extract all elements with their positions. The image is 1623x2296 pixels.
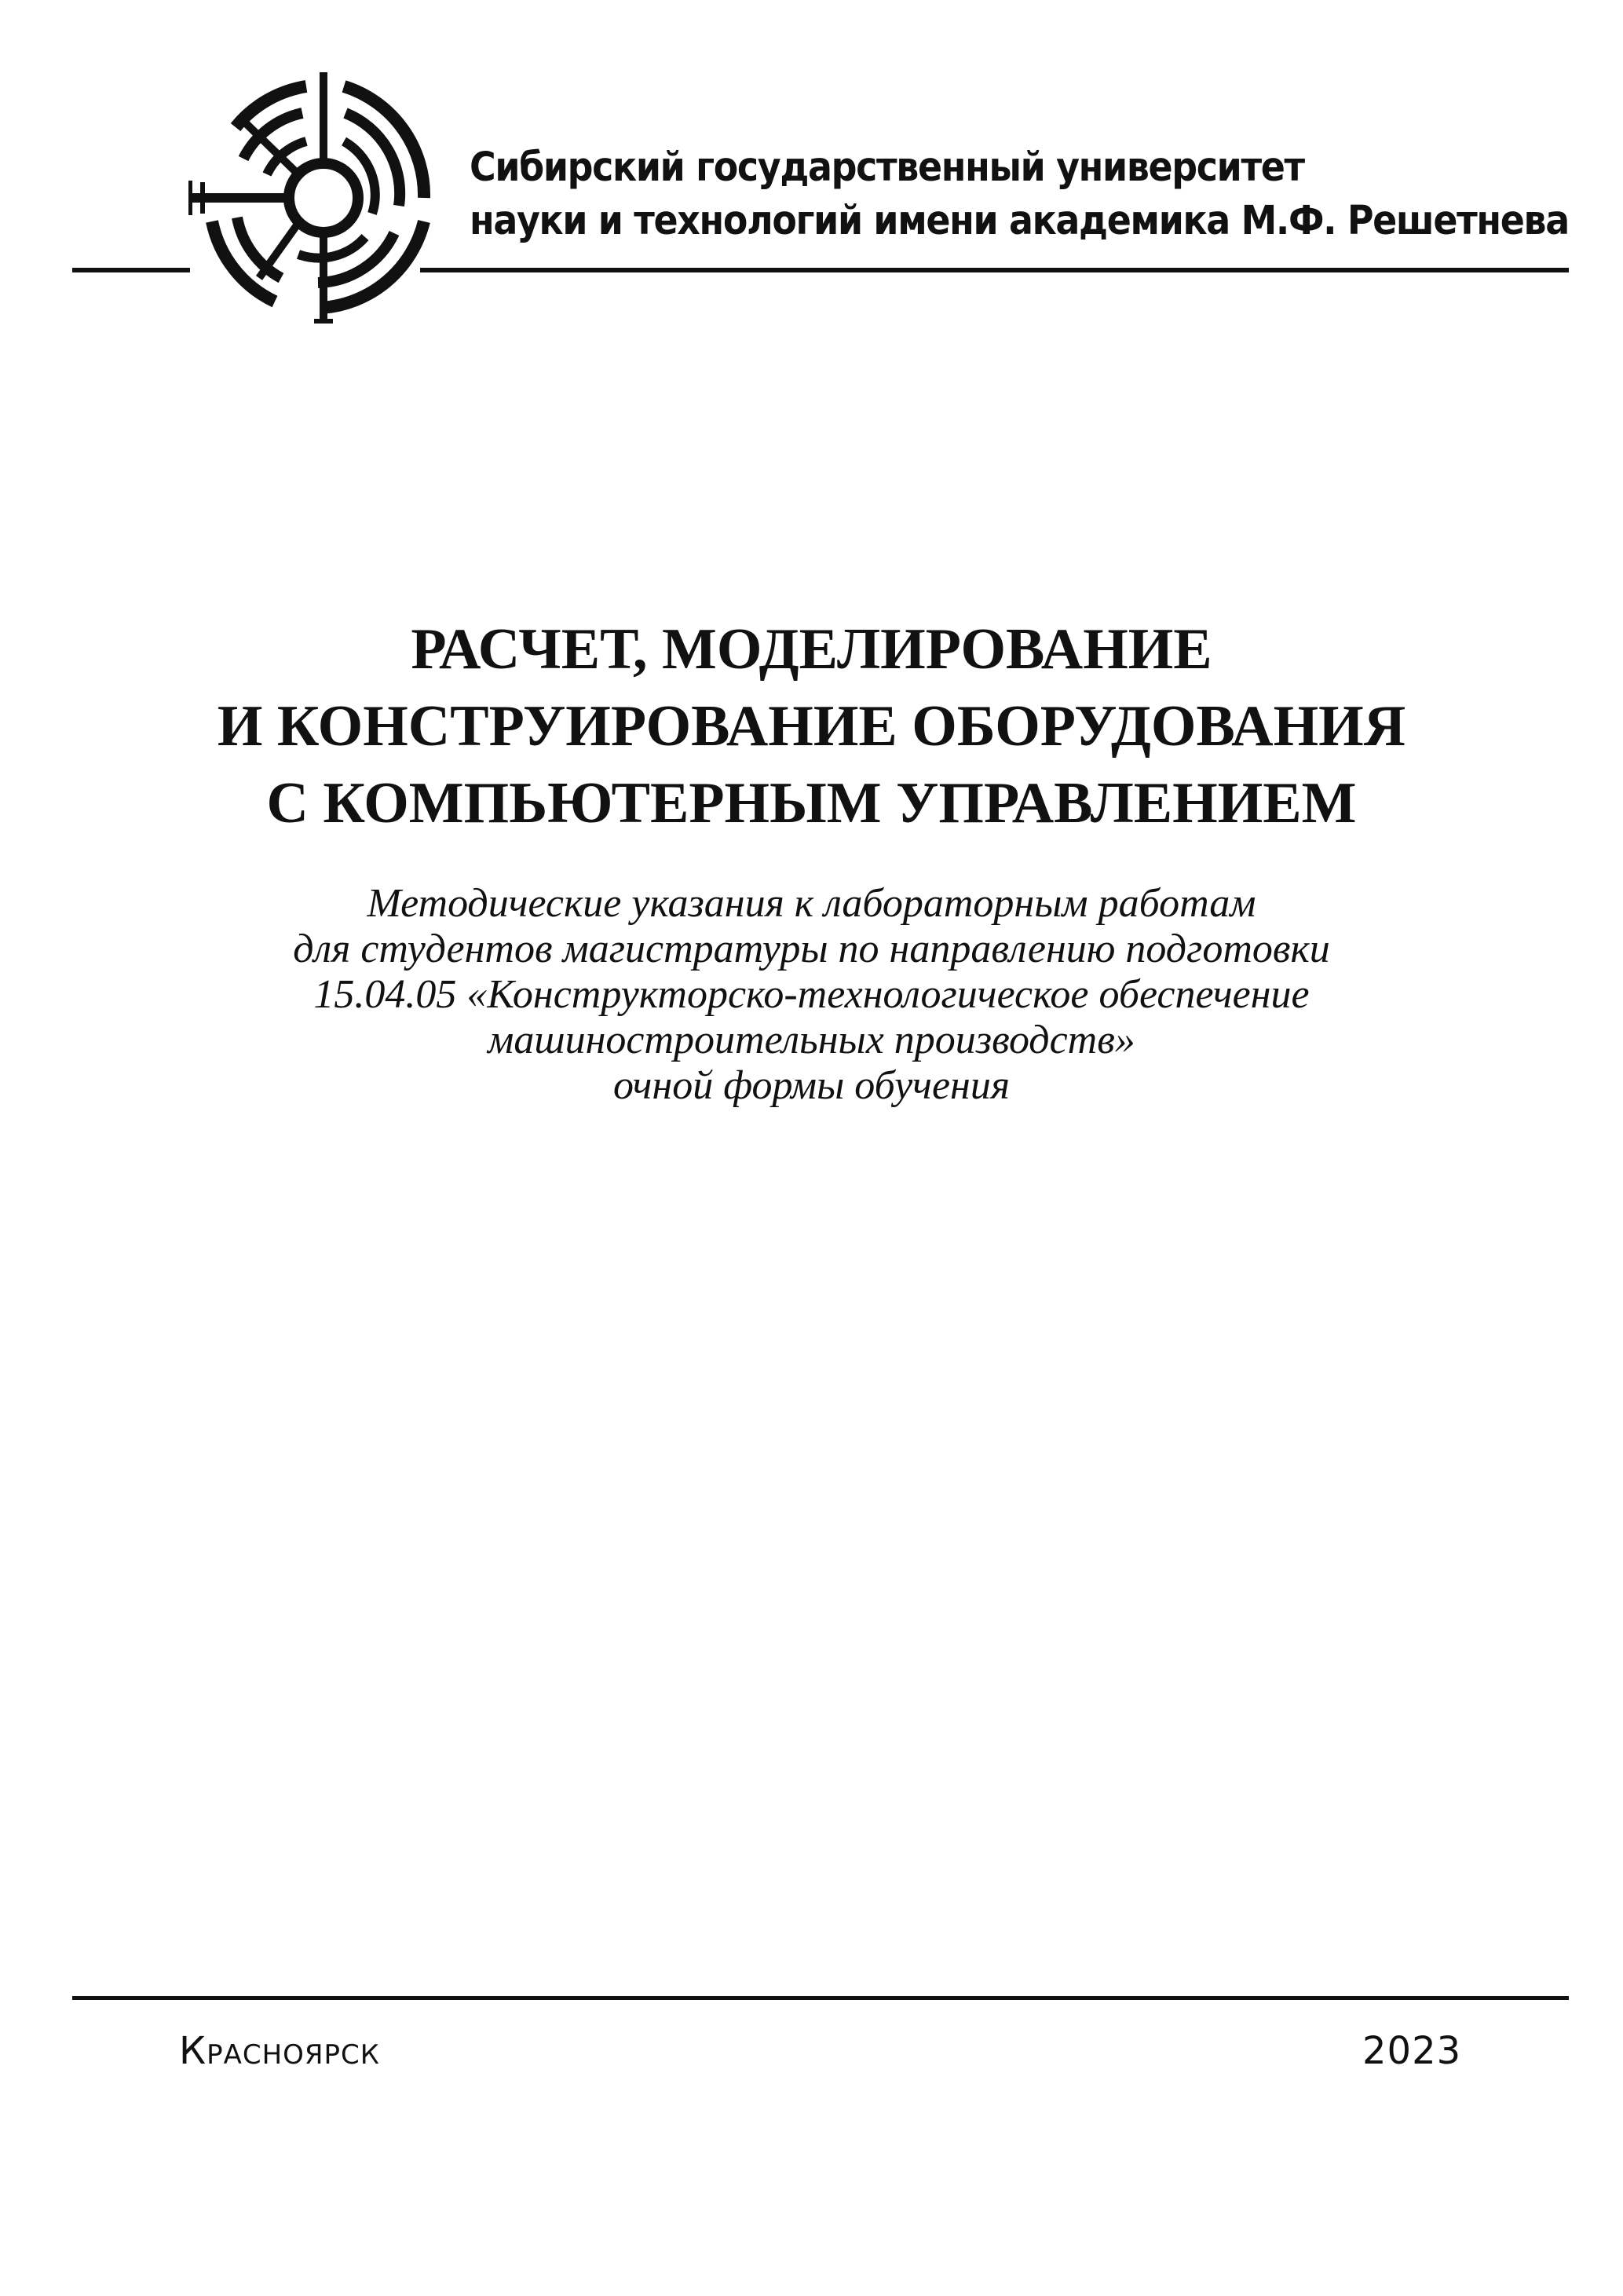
header-rule-left [72, 268, 190, 272]
document-subtitle-line3: 15.04.05 «Конструкторско-технологическое обеспечение [313, 972, 1310, 1017]
document-title-line3: С КОМПЬЮТЕРНЫМ УПРАВЛЕНИЕМ [266, 771, 1357, 835]
university-name [470, 141, 1569, 248]
document-subtitle [79, 881, 1544, 1109]
footer-rule [72, 1996, 1569, 2000]
publication-city: Красноярск [179, 2029, 380, 2073]
university-name-line2: науки и технологий имени академика М.Ф. Решетнева [470, 198, 1569, 244]
document-subtitle-line2: для студентов магистратуры по направлению подготовки [293, 927, 1330, 971]
university-emblem-icon [188, 72, 448, 324]
university-name-line1: Сибирский государственный университет [470, 144, 1304, 191]
document-subtitle-line5: очной формы обучения [612, 1063, 1011, 1108]
document-title-line2: И КОНСТРУИРОВАНИЕ ОБОРУДОВАНИЯ [217, 694, 1406, 759]
header-rule-right [420, 268, 1569, 272]
document-subtitle-line1: Методические указания к лабораторным работам [367, 881, 1256, 926]
document-title-line1: РАСЧЕТ, МОДЕЛИРОВАНИЕ [411, 617, 1212, 682]
publication-year: 2023 [1362, 2029, 1462, 2073]
document-title [79, 611, 1544, 842]
document-subtitle-line4: машиностроительных производств» [488, 1018, 1135, 1062]
